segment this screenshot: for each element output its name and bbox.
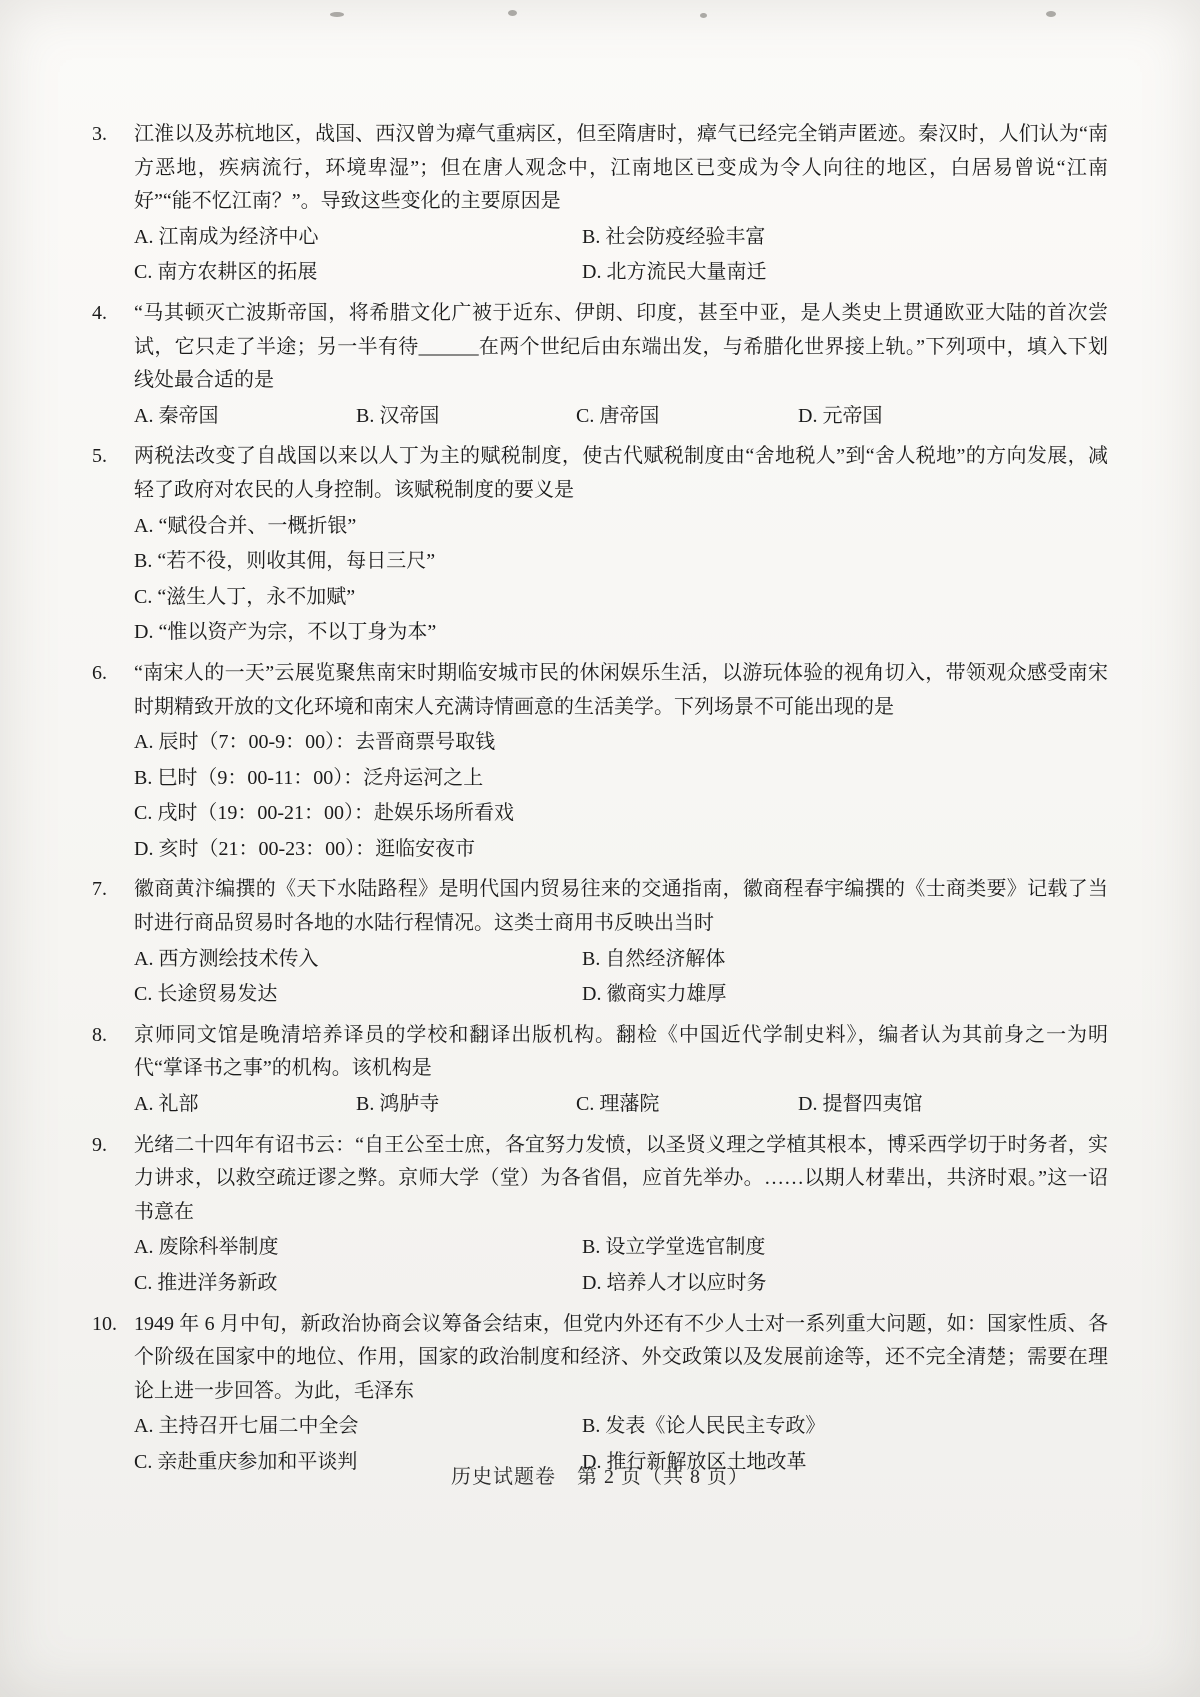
question-6 — [92, 657, 1108, 867]
question-options — [92, 400, 1108, 434]
question-number: 8. — [92, 1023, 107, 1046]
option-d: D. 提督四夷馆 — [798, 1093, 923, 1116]
option-a: A. 废除科举制度 — [134, 1236, 279, 1259]
option-d: D. “惟以资产为宗，不以丁身为本” — [134, 621, 437, 644]
option-c: C. 唐帝国 — [576, 404, 660, 427]
option-a: A. 主持召开七届二中全会 — [134, 1415, 359, 1438]
scan-speck — [1046, 11, 1056, 17]
question-options — [92, 726, 1108, 866]
question-options — [92, 943, 1108, 1012]
option-b: B. 自然经济解体 — [582, 947, 726, 970]
question-stem: “马其顿灭亡波斯帝国，将希腊文化广被于近东、伊朗、印度，甚至中亚，是人类史上贯通欧亚大陆的首次尝试，它只走了半途；另一半有待______在两个世纪后由东端出发，与希腊化世界接上轨。”下列项中，填入下划线处最合适的是 — [134, 301, 1108, 392]
scan-speck — [700, 13, 707, 18]
question-stem: 两税法改变了自战国以来以人丁为主的赋税制度，使古代赋税制度由“舍地税人”到“舍人税地”的方向发展，减轻了政府对农民的人身控制。该赋税制度的要义是 — [134, 445, 1108, 501]
question-options — [92, 1231, 1108, 1300]
question-7 — [92, 873, 1108, 1011]
option-b: B. 社会防疫经验丰富 — [582, 225, 766, 248]
option-c: C. 亲赴重庆参加和平谈判 — [134, 1450, 358, 1473]
option-d: D. 北方流民大量南迁 — [582, 261, 767, 284]
option-b: B. 设立学堂选官制度 — [582, 1236, 766, 1259]
option-d: D. 徽商实力雄厚 — [582, 983, 727, 1006]
option-b: B. “若不役，则收其佣，每日三尺” — [134, 550, 436, 573]
option-a: A. 礼部 — [134, 1093, 199, 1116]
question-9 — [92, 1129, 1108, 1301]
question-4 — [92, 297, 1108, 433]
question-options — [92, 510, 1108, 650]
question-5 — [92, 440, 1108, 650]
option-d: D. 推行新解放区土地改革 — [582, 1450, 807, 1473]
question-number: 4. — [92, 301, 107, 324]
question-stem: 京师同文馆是晚清培养译员的学校和翻译出版机构。翻检《中国近代学制史料》，编者认为其前身之一为明代“掌译书之事”的机构。该机构是 — [134, 1023, 1108, 1080]
question-number: 6. — [92, 661, 107, 684]
question-stem: “南宋人的一天”云展览聚焦南宋时期临安城市民的休闲娱乐生活，以游玩体验的视角切入，带领观众感受南宋时期精致开放的文化环境和南宋人充满诗情画意的生活美学。下列场景不可能出现的是 — [134, 661, 1108, 718]
question-number: 3. — [92, 123, 107, 145]
option-a: A. 辰时（7：00-9：00）：去晋商票号取钱 — [134, 731, 496, 754]
option-a: A. “赋役合并、一概折银” — [134, 514, 357, 537]
option-c: C. 理藩院 — [576, 1093, 660, 1116]
option-c: C. 长途贸易发达 — [134, 983, 278, 1006]
option-c: C. 戌时（19：00-21：00）：赴娱乐场所看戏 — [134, 802, 514, 825]
question-options — [92, 1088, 1108, 1122]
question-number: 10. — [92, 1312, 117, 1335]
option-a: A. 秦帝国 — [134, 404, 219, 427]
question-stem: 徽商黄汴编撰的《天下水陆路程》是明代国内贸易往来的交通指南，徽商程春宇编撰的《士商类要》记载了当时进行商品贸易时各地的水陆行程情况。这类士商用书反映出当时 — [134, 878, 1108, 935]
option-b: B. 鸿胪寺 — [356, 1093, 440, 1116]
scan-speck — [508, 10, 517, 16]
option-d: D. 元帝国 — [798, 404, 883, 427]
scan-speck — [330, 12, 344, 17]
question-number: 5. — [92, 445, 107, 468]
question-options — [92, 221, 1108, 290]
option-a: A. 西方测绘技术传入 — [134, 947, 319, 970]
option-b: B. 汉帝国 — [356, 404, 440, 427]
option-d: D. 亥时（21：00-23：00）：逛临安夜市 — [134, 837, 476, 860]
question-3 — [92, 118, 1108, 290]
option-b: B. 发表《论人民民主专政》 — [582, 1415, 826, 1438]
option-b: B. 巳时（9：00-11：00）：泛舟运河之上 — [134, 766, 484, 789]
question-stem: 江淮以及苏杭地区，战国、西汉曾为瘴气重病区，但至隋唐时，瘴气已经完全销声匿迹。秦汉时，人们认为“南方恶地，疾病流行，环境卑湿”；但在唐人观念中，江南地区已变成为令人向往的地区，白居易曾说“江南好”“能不忆江南？”。导致这些变化的主要原因是 — [134, 123, 1108, 213]
option-c: C. “滋生人丁，永不加赋” — [134, 585, 356, 608]
question-number: 9. — [92, 1133, 107, 1156]
option-d: D. 培养人才以应时务 — [582, 1272, 767, 1294]
question-number: 7. — [92, 878, 107, 901]
question-stem: 光绪二十四年有诏书云：“自王公至士庶，各宜努力发愤，以圣贤义理之学植其根本，博采西学切于时务者，实力讲求，以救空疏迂谬之弊。京师大学（堂）为各省倡，应首先举办。……以期人材辈出，共济时艰。”这一诏书意在 — [134, 1133, 1108, 1223]
option-c: C. 推进洋务新政 — [134, 1272, 278, 1294]
page-footer: 历史试题卷 第 2 页（共 8 页） — [451, 1466, 749, 1488]
question-8 — [92, 1019, 1108, 1122]
option-c: C. 南方农耕区的拓展 — [134, 261, 318, 284]
question-10 — [92, 1308, 1108, 1480]
option-a: A. 江南成为经济中心 — [134, 225, 319, 248]
question-stem: 1949 年 6 月中旬，新政治协商会议筹备会结束，但党内外还有不少人士对一系列重大问题，如：国家性质、各个阶级在国家中的地位、作用，国家的政治制度和经济、外交政策以及发展前途等，还不完全清楚；需要在理论上进一步回答。为此，毛泽东 — [134, 1312, 1108, 1402]
